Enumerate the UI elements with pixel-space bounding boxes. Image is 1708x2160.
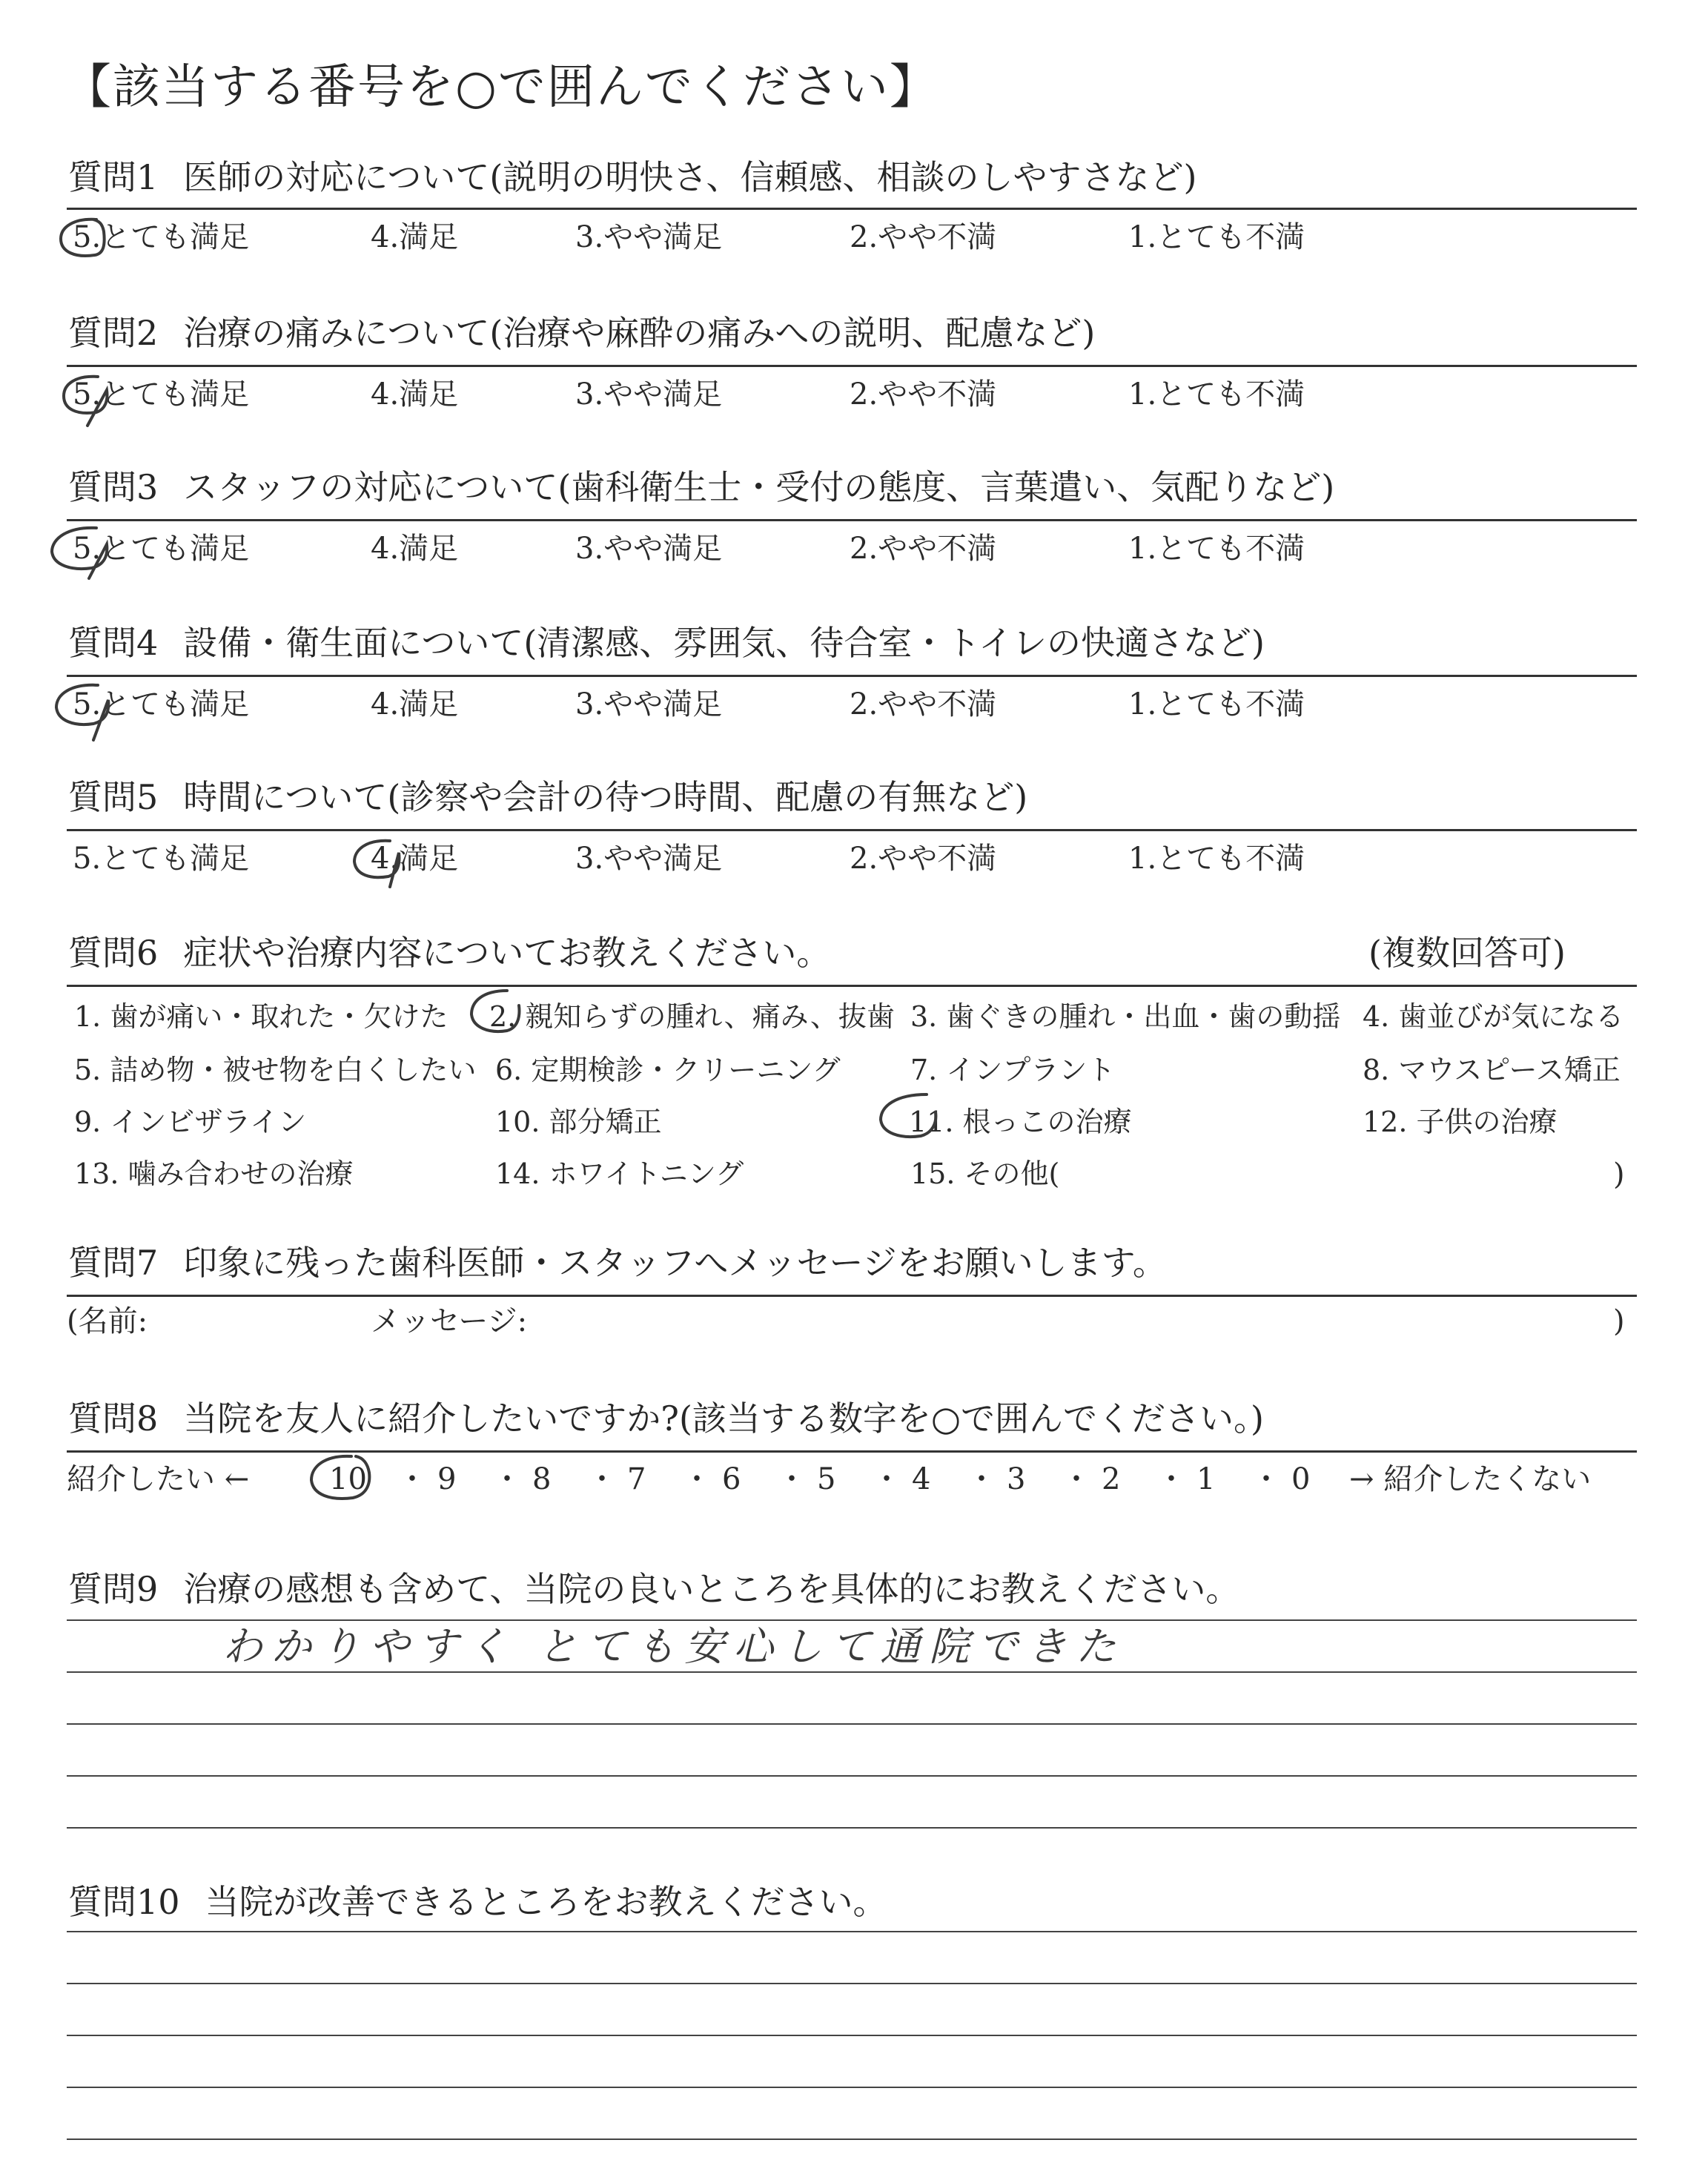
q2-option-2[interactable]: 2.やや不満 — [850, 377, 997, 412]
q8-score-3[interactable]: 3 — [1007, 1462, 1026, 1496]
q6-option-11[interactable]: 11. 根っこの治療 — [909, 1106, 1132, 1138]
q6-option-7[interactable]: 7. インプラント — [910, 1054, 1116, 1086]
question-10-text: 当院が改善できるところをお教えください。 — [205, 1882, 887, 1922]
q1-option-4[interactable]: 4.満足 — [371, 220, 459, 254]
q6-option-3[interactable]: 3. 歯ぐきの腫れ・出血・歯の動揺 — [910, 1000, 1341, 1033]
q8-right-label: → 紹介したくない — [1349, 1462, 1592, 1496]
q5-option-3[interactable]: 3.やや満足 — [575, 842, 723, 876]
question-7-text: 印象に残った歯科医師・スタッフへメッセージをお願いします。 — [183, 1243, 1167, 1283]
q8-dot: ・ — [1251, 1462, 1281, 1496]
question-1-rule — [67, 208, 1637, 210]
question-8-rule — [67, 1450, 1637, 1453]
q3-option-2[interactable]: 2.やや不満 — [850, 532, 997, 566]
q7-message-label[interactable]: メッセージ: — [371, 1304, 528, 1338]
q1-option-3[interactable]: 3.やや満足 — [575, 220, 723, 254]
question-1-text: 医師の対応について(説明の明快さ、信頼感、相談のしやすさなど) — [183, 157, 1197, 197]
question-9-title — [68, 1569, 1240, 1609]
question-2-rule — [67, 365, 1637, 367]
q9-answer-line — [67, 1775, 1637, 1777]
q8-score-8[interactable]: 8 — [532, 1462, 552, 1496]
q8-score-2[interactable]: 2 — [1102, 1462, 1121, 1496]
question-8-number: 質問8 — [68, 1398, 159, 1439]
q10-answer-line — [67, 2087, 1637, 2088]
q6-option-8[interactable]: 8. マウスピース矯正 — [1363, 1054, 1621, 1086]
q8-score-5[interactable]: 5 — [817, 1462, 836, 1496]
q5-option-1[interactable]: 1.とても不満 — [1128, 842, 1305, 876]
question-6-rule — [67, 985, 1637, 987]
question-2-title — [68, 313, 1096, 353]
q8-score-6[interactable]: 6 — [722, 1462, 741, 1496]
question-10-number: 質問10 — [68, 1882, 180, 1922]
question-7-rule — [67, 1295, 1637, 1297]
q6-option-5[interactable]: 5. 詰め物・被せ物を白くしたい — [74, 1054, 477, 1086]
q6-option-12[interactable]: 12. 子供の治療 — [1363, 1106, 1558, 1138]
question-6-number: 質問6 — [68, 933, 159, 973]
q1-option-1[interactable]: 1.とても不満 — [1128, 220, 1305, 254]
q6-option-9[interactable]: 9. インビザライン — [74, 1106, 307, 1138]
q2-option-5[interactable]: 5.とても満足 — [73, 377, 250, 412]
q6-option-1[interactable]: 1. 歯が痛い・取れた・欠けた — [74, 1000, 448, 1033]
question-3-title — [68, 467, 1335, 507]
q8-dot: ・ — [872, 1462, 901, 1496]
question-5-rule — [67, 829, 1637, 831]
question-7-title — [68, 1243, 1167, 1283]
question-1-number: 質問1 — [68, 157, 159, 197]
q4-option-2[interactable]: 2.やや不満 — [850, 687, 997, 721]
question-3-number: 質問3 — [68, 467, 159, 507]
question-7-number: 質問7 — [68, 1243, 159, 1283]
q1-option-5[interactable]: 5.とても満足 — [73, 220, 250, 254]
question-5-title — [68, 777, 1028, 817]
q2-option-1[interactable]: 1.とても不満 — [1128, 377, 1305, 412]
q8-dot: ・ — [397, 1462, 427, 1496]
q8-dot: ・ — [777, 1462, 807, 1496]
question-3-text: スタッフの対応について(歯科衛生士・受付の態度、言葉遣い、気配りなど) — [183, 467, 1335, 507]
q4-option-3[interactable]: 3.やや満足 — [575, 687, 723, 721]
q6-option-13[interactable]: 13. 噛み合わせの治療 — [74, 1157, 354, 1190]
q8-left-label: 紹介したい ← — [67, 1462, 250, 1496]
question-6-note: (複数回答可) — [1368, 933, 1566, 973]
q4-option-4[interactable]: 4.満足 — [371, 687, 459, 721]
q3-option-3[interactable]: 3.やや満足 — [575, 532, 723, 566]
q6-option-10[interactable]: 10. 部分矯正 — [495, 1106, 662, 1138]
q1-option-2[interactable]: 2.やや不満 — [850, 220, 997, 254]
q6-option-2[interactable]: 2. 親知らずの腫れ、痛み、抜歯 — [489, 1000, 895, 1033]
q5-option-4[interactable]: 4.満足 — [371, 842, 459, 876]
q8-dot: ・ — [1156, 1462, 1186, 1496]
form-heading: 【該当する番号を○で囲んでください】 — [64, 60, 939, 115]
q4-option-1[interactable]: 1.とても不満 — [1128, 687, 1305, 721]
question-4-text: 設備・衛生面について(清潔感、雰囲気、待合室・トイレの快適さなど) — [183, 623, 1265, 663]
q2-option-3[interactable]: 3.やや満足 — [575, 377, 723, 412]
q6-other-close-paren: ) — [1613, 1157, 1625, 1192]
question-3-rule — [67, 519, 1637, 521]
q10-answer-line — [67, 2035, 1637, 2036]
q3-option-4[interactable]: 4.満足 — [371, 532, 459, 566]
question-10-title — [68, 1882, 887, 1922]
q5-option-5[interactable]: 5.とても満足 — [73, 842, 250, 876]
q10-answer-line — [67, 2138, 1637, 2140]
q8-score-7[interactable]: 7 — [627, 1462, 646, 1496]
q7-close-paren: ) — [1613, 1304, 1625, 1338]
q8-dot: ・ — [967, 1462, 996, 1496]
q5-option-2[interactable]: 2.やや不満 — [850, 842, 997, 876]
q8-dot: ・ — [587, 1462, 617, 1496]
q6-option-4[interactable]: 4. 歯並びが気になる — [1363, 1000, 1624, 1033]
q6-option-14[interactable]: 14. ホワイトニング — [495, 1157, 744, 1190]
q8-score-10[interactable]: 10 — [329, 1462, 367, 1496]
q7-name-label[interactable]: (名前: — [67, 1304, 148, 1338]
question-9-text: 治療の感想も含めて、当院の良いところを具体的にお教えください。 — [183, 1569, 1240, 1609]
question-4-number: 質問4 — [68, 623, 159, 663]
question-6-text: 症状や治療内容についてお教えください。 — [183, 933, 831, 973]
q3-option-5[interactable]: 5.とても満足 — [73, 532, 250, 566]
question-4-title — [68, 623, 1265, 663]
q8-dot: ・ — [492, 1462, 522, 1496]
q8-dot: ・ — [1062, 1462, 1091, 1496]
q4-option-5[interactable]: 5.とても満足 — [73, 687, 250, 721]
question-2-number: 質問2 — [68, 313, 159, 353]
q9-answer-line — [67, 1723, 1637, 1725]
question-6-title — [68, 933, 831, 973]
q8-dot: ・ — [682, 1462, 712, 1496]
q6-option-6[interactable]: 6. 定期検診・クリーニング — [495, 1054, 841, 1086]
q8-score-4[interactable]: 4 — [912, 1462, 931, 1496]
question-2-text: 治療の痛みについて(治療や麻酔の痛みへの説明、配慮など) — [183, 313, 1096, 353]
question-1-title — [68, 157, 1197, 197]
question-5-text: 時間について(診察や会計の待つ時間、配慮の有無など) — [183, 777, 1028, 817]
q6-option-15[interactable]: 15. その他( — [910, 1157, 1060, 1190]
question-5-number: 質問5 — [68, 777, 159, 817]
q8-score-9[interactable]: 9 — [437, 1462, 457, 1496]
q9-answer-line — [67, 1827, 1637, 1829]
q9-handwritten-answer[interactable]: わかりやすく とても安心して通院できた — [222, 1623, 1125, 1670]
question-4-rule — [67, 675, 1637, 677]
q2-option-4[interactable]: 4.満足 — [371, 377, 459, 412]
q10-answer-line — [67, 1931, 1637, 1932]
question-8-title — [68, 1398, 1264, 1439]
q10-answer-line — [67, 1983, 1637, 1984]
q8-score-0[interactable]: 0 — [1291, 1462, 1311, 1496]
q8-score-1[interactable]: 1 — [1196, 1462, 1216, 1496]
question-9-number: 質問9 — [68, 1569, 159, 1609]
q3-option-1[interactable]: 1.とても不満 — [1128, 532, 1305, 566]
question-8-text: 当院を友人に紹介したいですか?(該当する数字を○で囲んでください。) — [183, 1398, 1264, 1439]
